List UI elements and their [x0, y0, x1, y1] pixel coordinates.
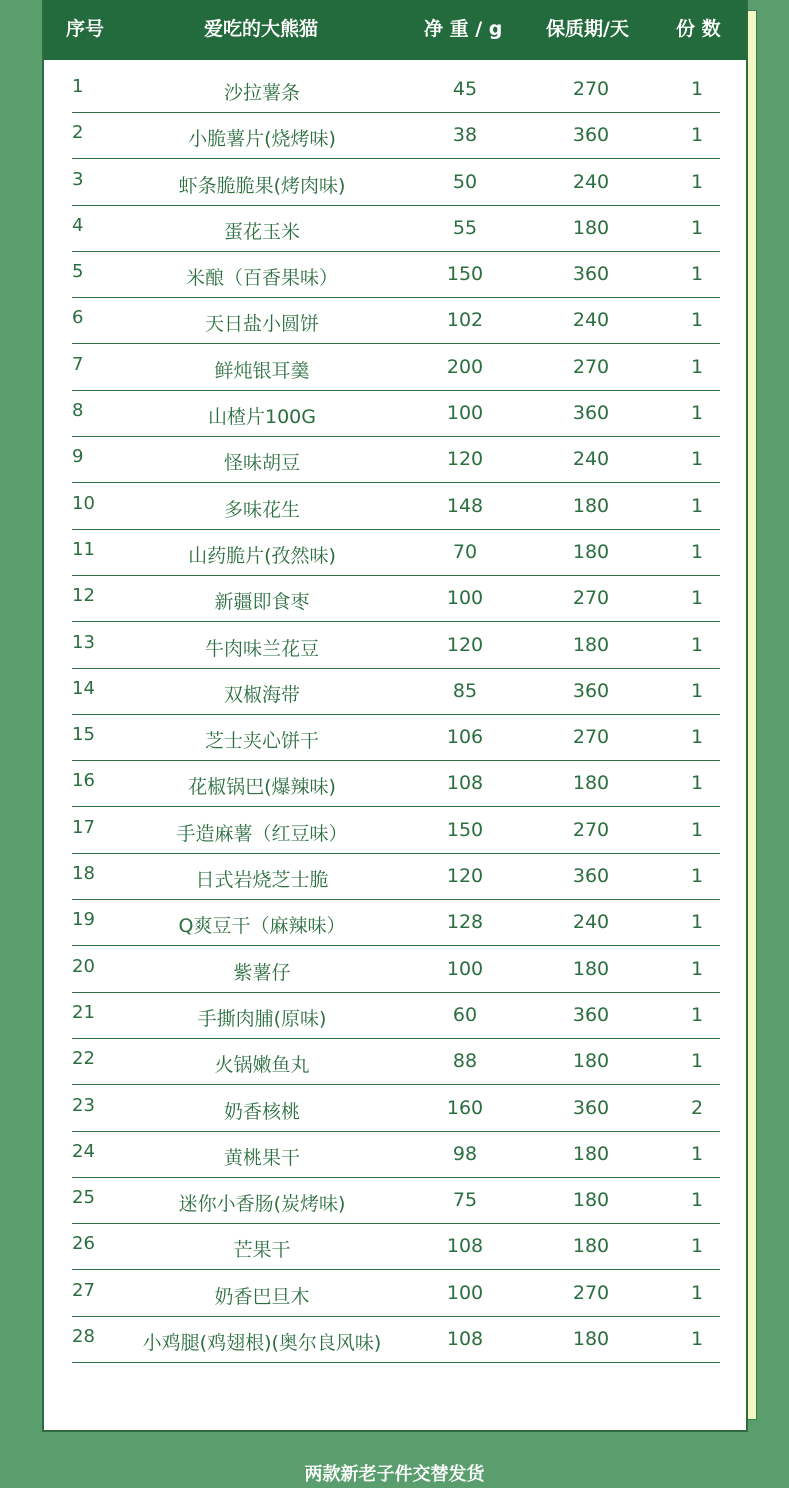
cell-qty: 1: [690, 309, 704, 332]
cell-no: 14: [72, 677, 95, 699]
cell-weight: 120: [446, 865, 484, 888]
cell-qty: 1: [690, 170, 704, 193]
cell-shelf-life: 270: [572, 78, 610, 100]
cell-qty: 1: [690, 1189, 704, 1212]
cell-shelf-life: 270: [572, 1281, 610, 1304]
cell-weight: 60: [452, 1003, 478, 1026]
cell-weight: 100: [446, 1281, 484, 1304]
table-row: [72, 1225, 720, 1270]
cell-no: 10: [72, 492, 95, 514]
cell-weight: 75: [452, 1189, 478, 1212]
cell-qty: 1: [690, 263, 704, 286]
cell-weight: 108: [446, 772, 484, 795]
header-shelf-life: 保质期/天: [546, 18, 629, 40]
table-row: [72, 994, 720, 1039]
cell-shelf-life: 240: [572, 448, 610, 471]
cell-weight: 150: [446, 818, 484, 841]
cell-shelf-life: 180: [572, 494, 610, 517]
cell-name: 小鸡腿(鸡翅根)(奥尔良风味): [142, 1332, 382, 1355]
footer-note: 两款新老子件交替发货: [304, 1464, 485, 1485]
table-row: [72, 531, 720, 576]
header-qty: 份 数: [676, 18, 721, 40]
cell-name: 手造麻薯（红豆味）: [176, 822, 348, 845]
cell-no: 7: [72, 353, 84, 375]
cell-name: 黄桃果干: [223, 1146, 300, 1169]
table-row: [72, 438, 720, 483]
table-row: [72, 161, 720, 206]
cell-weight: 128: [446, 911, 484, 934]
cell-weight: 120: [446, 448, 484, 471]
cell-name: 牛肉味兰花豆: [204, 637, 319, 660]
table-row: [72, 762, 720, 807]
cell-shelf-life: 240: [572, 170, 610, 193]
cell-shelf-life: 180: [572, 1328, 610, 1351]
table-row: [72, 1133, 720, 1178]
header-weight: 净 重 / g: [424, 18, 503, 40]
cell-shelf-life: 270: [572, 726, 610, 749]
cell-weight: 100: [446, 402, 484, 425]
table-row: [72, 299, 720, 344]
cell-weight: 88: [452, 1050, 478, 1073]
cell-weight: 38: [452, 124, 478, 147]
cell-qty: 1: [690, 540, 704, 563]
cell-shelf-life: 240: [572, 911, 610, 934]
cell-no: 20: [72, 955, 95, 977]
cell-qty: 1: [690, 1281, 704, 1304]
cell-qty: 1: [690, 911, 704, 934]
cell-qty: 2: [690, 1096, 704, 1119]
cell-qty: 1: [690, 402, 704, 425]
cell-weight: 120: [446, 633, 484, 656]
table-row: [72, 207, 720, 252]
table-row: [72, 1318, 720, 1363]
table-row: [72, 114, 720, 159]
cell-name: 山药脆片(孜然味): [188, 544, 336, 567]
table-row: [72, 1272, 720, 1317]
cell-weight: 70: [452, 540, 478, 563]
cell-shelf-life: 360: [572, 263, 610, 286]
cell-shelf-life: 360: [572, 1003, 610, 1026]
cell-no: 2: [72, 122, 84, 144]
cell-no: 15: [72, 724, 95, 746]
header-no: 序号: [66, 18, 105, 40]
cell-weight: 160: [446, 1096, 484, 1119]
cell-name: 芒果干: [233, 1239, 291, 1262]
table-row: [72, 855, 720, 900]
cell-weight: 148: [446, 494, 484, 517]
cell-name: 鲜炖银耳羹: [214, 359, 310, 382]
cell-no: 17: [72, 816, 95, 838]
cell-qty: 1: [690, 216, 704, 239]
cell-no: 12: [72, 585, 95, 607]
cell-shelf-life: 360: [572, 865, 610, 888]
cell-weight: 85: [452, 679, 478, 702]
cell-name: 天日盐小圆饼: [204, 313, 319, 336]
cell-qty: 1: [690, 957, 704, 980]
cell-weight: 98: [452, 1142, 478, 1165]
cell-shelf-life: 180: [572, 1189, 610, 1212]
table-header: [44, 0, 746, 60]
cell-shelf-life: 180: [572, 772, 610, 795]
cell-name: 米酿（百香果味）: [185, 267, 338, 290]
cell-name: 奶香核桃: [223, 1100, 300, 1123]
table-row: [72, 1179, 720, 1224]
cell-name: 沙拉薯条: [223, 82, 300, 104]
cell-weight: 200: [446, 355, 484, 378]
table-row: [72, 809, 720, 854]
cell-name: 迷你小香肠(炭烤味): [178, 1193, 346, 1216]
table-row: [72, 901, 720, 946]
cell-name: 手撕肉脯(原味): [197, 1007, 327, 1030]
cell-name: 怪味胡豆: [223, 452, 300, 475]
cell-no: 27: [72, 1279, 95, 1301]
cell-name: Q爽豆干（麻辣味）: [178, 915, 346, 938]
table-row: [72, 253, 720, 298]
cell-weight: 50: [452, 170, 478, 193]
cell-shelf-life: 180: [572, 1050, 610, 1073]
table-row: [72, 392, 720, 437]
cell-no: 11: [72, 538, 95, 560]
cell-weight: 55: [452, 216, 478, 239]
table-body: [44, 68, 746, 1364]
cell-shelf-life: 180: [572, 1142, 610, 1165]
cell-weight: 150: [446, 263, 484, 286]
product-table-card: [42, 0, 748, 1432]
cell-name: 花椒锅巴(爆辣味): [188, 776, 336, 799]
cell-weight: 108: [446, 1235, 484, 1258]
cell-qty: 1: [690, 494, 704, 517]
cell-qty: 1: [690, 633, 704, 656]
table-row: [72, 1040, 720, 1085]
cell-shelf-life: 180: [572, 1235, 610, 1258]
table-row: [72, 68, 720, 113]
cell-weight: 102: [446, 309, 484, 332]
cell-no: 19: [72, 909, 95, 931]
cell-shelf-life: 270: [572, 587, 610, 610]
cell-no: 24: [72, 1140, 95, 1162]
cell-name: 紫薯仔: [233, 961, 291, 984]
cell-no: 5: [72, 261, 84, 283]
cell-name: 小脆薯片(烧烤味): [188, 128, 336, 151]
cell-shelf-life: 240: [572, 309, 610, 332]
cell-qty: 1: [690, 124, 704, 147]
cell-qty: 1: [690, 679, 704, 702]
cell-name: 双椒海带: [223, 683, 300, 706]
cell-weight: 106: [446, 726, 484, 749]
cell-qty: 1: [690, 726, 704, 749]
cell-no: 3: [72, 168, 84, 190]
cell-qty: 1: [690, 1328, 704, 1351]
cell-qty: 1: [690, 355, 704, 378]
cell-qty: 1: [690, 772, 704, 795]
cell-no: 4: [72, 214, 84, 236]
cell-name: 火锅嫩鱼丸: [214, 1054, 310, 1077]
table-row: [72, 485, 720, 530]
cell-name: 新疆即食枣: [214, 591, 310, 614]
table-row: [72, 624, 720, 669]
cell-qty: 1: [690, 865, 704, 888]
cell-name: 奶香巴旦木: [214, 1285, 310, 1308]
cell-no: 26: [72, 1233, 95, 1255]
cell-qty: 1: [690, 1050, 704, 1073]
table-row: [72, 346, 720, 391]
cell-no: 1: [72, 76, 84, 97]
cell-name: 多味花生: [223, 498, 300, 521]
table-row: [72, 577, 720, 622]
table-row: [72, 716, 720, 761]
cell-shelf-life: 360: [572, 1096, 610, 1119]
cell-name: 蛋花玉米: [223, 220, 300, 243]
cell-qty: 1: [690, 1235, 704, 1258]
cell-qty: 1: [690, 78, 704, 100]
cell-no: 6: [72, 307, 84, 329]
cell-qty: 1: [690, 818, 704, 841]
cell-shelf-life: 360: [572, 402, 610, 425]
header-name: 爱吃的大熊猫: [204, 18, 319, 40]
table-row: [72, 670, 720, 715]
cell-shelf-life: 360: [572, 124, 610, 147]
cell-shelf-life: 180: [572, 957, 610, 980]
cell-shelf-life: 270: [572, 355, 610, 378]
cell-no: 22: [72, 1048, 95, 1070]
cell-shelf-life: 180: [572, 633, 610, 656]
cell-weight: 108: [446, 1328, 484, 1351]
cell-name: 日式岩烧芝士脆: [195, 869, 329, 892]
cell-qty: 1: [690, 1003, 704, 1026]
cell-shelf-life: 180: [572, 216, 610, 239]
cell-no: 8: [72, 400, 84, 422]
cell-weight: 100: [446, 587, 484, 610]
cell-weight: 45: [452, 78, 478, 100]
cell-name: 山楂片100G: [208, 406, 316, 429]
cell-name: 虾条脆脆果(烤肉味): [178, 174, 346, 197]
cell-weight: 100: [446, 957, 484, 980]
cell-no: 21: [72, 1001, 95, 1023]
cell-qty: 1: [690, 448, 704, 471]
cell-no: 16: [72, 770, 95, 792]
cell-name: 芝士夹心饼干: [204, 730, 319, 753]
cell-no: 9: [72, 446, 84, 468]
cell-shelf-life: 360: [572, 679, 610, 702]
cell-no: 25: [72, 1187, 95, 1209]
cell-shelf-life: 180: [572, 540, 610, 563]
cell-qty: 1: [690, 1142, 704, 1165]
cell-no: 18: [72, 863, 95, 885]
cell-no: 28: [72, 1326, 95, 1348]
table-row: [72, 948, 720, 993]
cell-no: 13: [72, 631, 95, 653]
table-row: [72, 1087, 720, 1132]
cell-shelf-life: 270: [572, 818, 610, 841]
cell-qty: 1: [690, 587, 704, 610]
cell-no: 23: [72, 1094, 95, 1116]
